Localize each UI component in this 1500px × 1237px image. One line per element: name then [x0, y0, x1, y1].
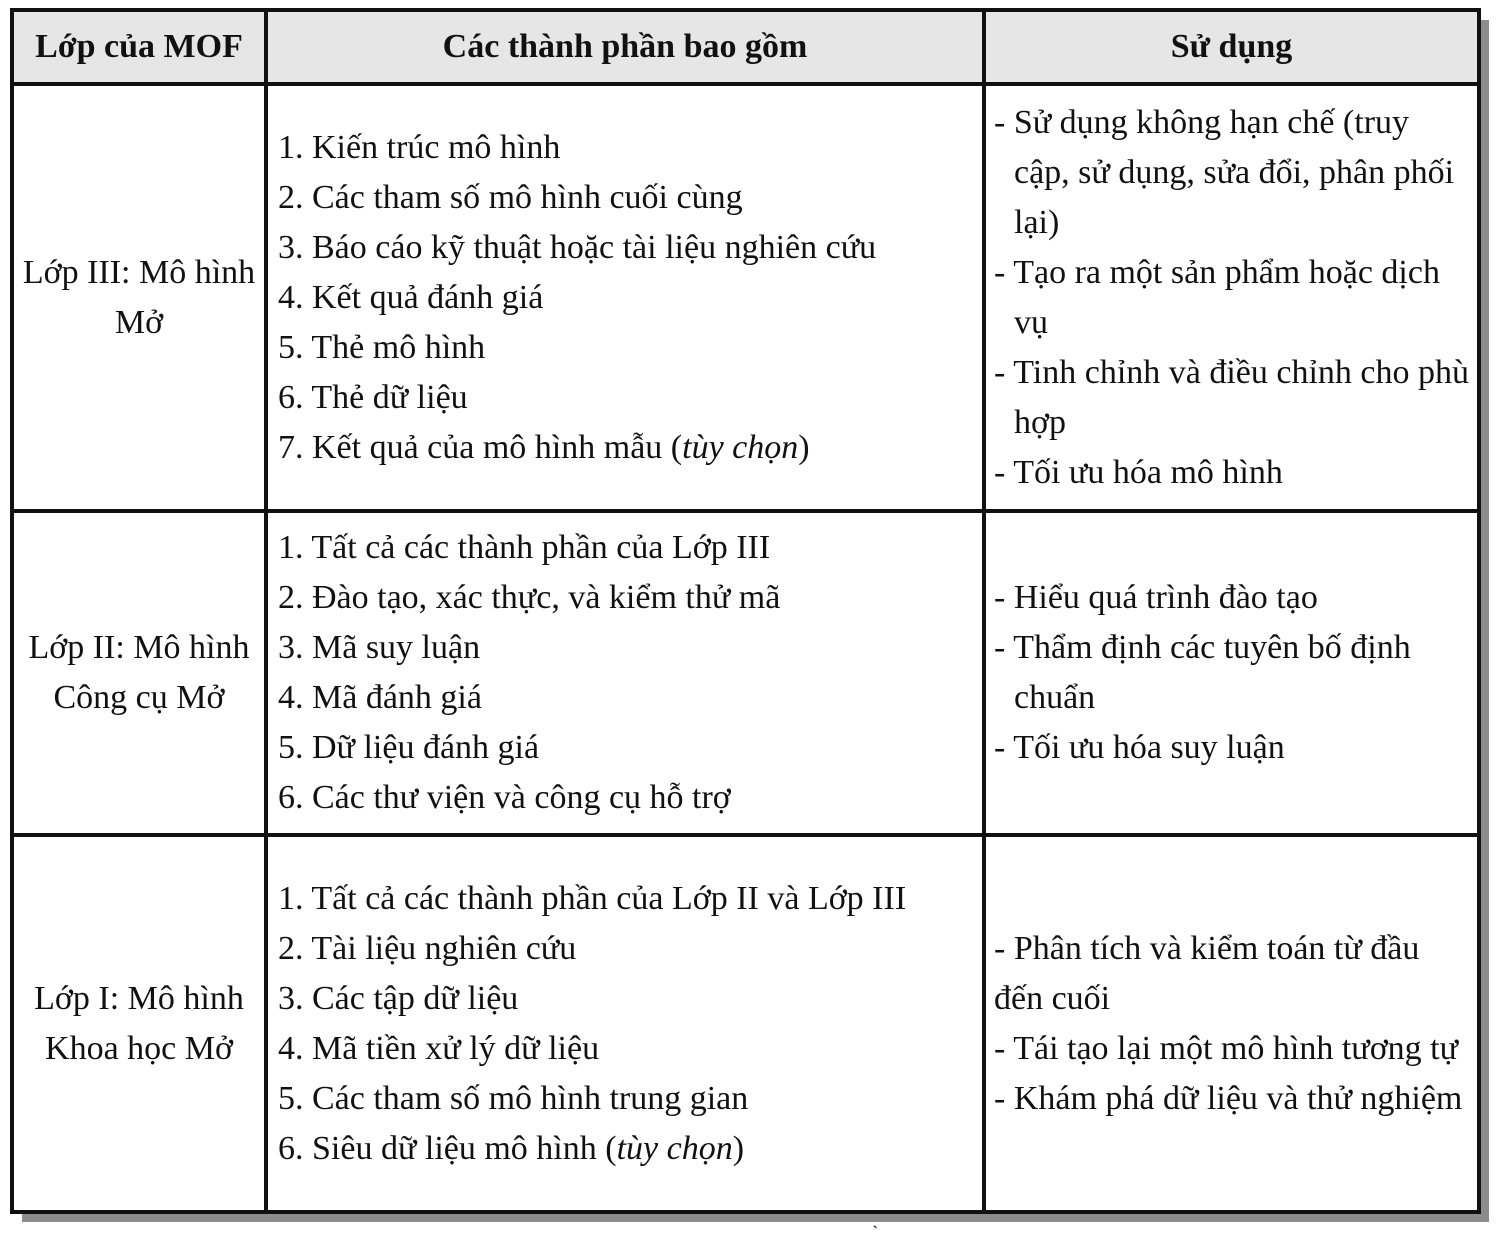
component-item: 3. Báo cáo kỹ thuật hoặc tài liệu nghiên cứu	[278, 228, 877, 266]
component-item: 6. Các thư viện và công cụ hỗ trợ	[278, 779, 731, 816]
components-cell	[266, 84, 984, 511]
optional-label: tùy chọn	[682, 428, 799, 466]
header-components: Các thành phần bao gồm	[266, 10, 984, 84]
usage-item: - Khám phá dữ liệu và thử nghiệm	[994, 1079, 1463, 1117]
component-item: 6. Thẻ dữ liệu	[278, 378, 468, 416]
mof-table	[10, 8, 1481, 1214]
usage-item: - Thẩm định các tuyên bố định chuẩn	[994, 629, 1411, 716]
layer-cell: Lớp I: Mô hình Khoa học Mở	[12, 835, 266, 1212]
component-item: 5. Các tham số mô hình trung gian	[278, 1079, 749, 1117]
component-item: 5. Dữ liệu đánh giá	[278, 729, 540, 766]
usage-item: - Tạo ra một sản phẩm hoặc dịch vụ	[994, 253, 1440, 341]
layer-cell: Lớp II: Mô hình Công cụ Mở	[12, 511, 266, 835]
component-item: 2. Tài liệu nghiên cứu	[278, 929, 577, 967]
component-item: 1. Kiến trúc mô hình	[278, 128, 561, 166]
component-item: 4. Mã tiền xử lý dữ liệu	[278, 1029, 600, 1067]
layer-cell: Lớp III: Mô hình Mở	[12, 84, 266, 511]
usage-item: - Sử dụng không hạn chế (truy cập, sử dụng, sửa đổi, phân phối lại)	[994, 103, 1455, 241]
mof-table-container	[10, 8, 1477, 1210]
usage-cell	[984, 835, 1479, 1212]
component-item: 2. Các tham số mô hình cuối cùng	[278, 178, 743, 216]
table-row-layer-ii	[12, 511, 1479, 835]
header-layer: Lớp của MOF	[12, 10, 266, 84]
usage-cell	[984, 84, 1479, 511]
component-item-optional: 7. Kết quả của mô hình mẫu (tùy chọn)	[278, 428, 810, 466]
header-usage: Sử dụng	[984, 10, 1479, 84]
component-item: 1. Tất cả các thành phần của Lớp III	[278, 529, 771, 566]
components-cell	[266, 835, 984, 1212]
table-row-layer-i	[12, 835, 1479, 1212]
usage-item: - Tối ưu hóa mô hình	[994, 453, 1283, 491]
component-item: 1. Tất cả các thành phần của Lớp II và Lớp III	[278, 879, 907, 917]
usage-item: - Tinh chỉnh và điều chỉnh cho phù hợp	[994, 353, 1470, 441]
component-item: 3. Các tập dữ liệu	[278, 979, 519, 1017]
component-item: 2. Đào tạo, xác thực, và kiểm thử mã	[278, 579, 781, 616]
optional-label: tùy chọn	[616, 1129, 733, 1167]
usage-item: - Hiểu quá trình đào tạo	[994, 579, 1318, 616]
component-item-optional: 6. Siêu dữ liệu mô hình (tùy chọn)	[278, 1129, 745, 1167]
table-row-layer-iii	[12, 84, 1479, 511]
component-item: 3. Mã suy luận	[278, 629, 481, 666]
header-row	[12, 10, 1479, 84]
usage-item: - Phân tích và kiểm toán từ đầu đến cuối	[994, 929, 1420, 1017]
usage-cell	[984, 511, 1479, 835]
component-item: 4. Mã đánh giá	[278, 679, 482, 716]
components-cell	[266, 511, 984, 835]
usage-item: - Tối ưu hóa suy luận	[994, 729, 1285, 766]
component-item: 5. Thẻ mô hình	[278, 328, 486, 366]
component-item: 4. Kết quả đánh giá	[278, 278, 544, 316]
usage-item: - Tái tạo lại một mô hình tương tự	[994, 1029, 1459, 1067]
